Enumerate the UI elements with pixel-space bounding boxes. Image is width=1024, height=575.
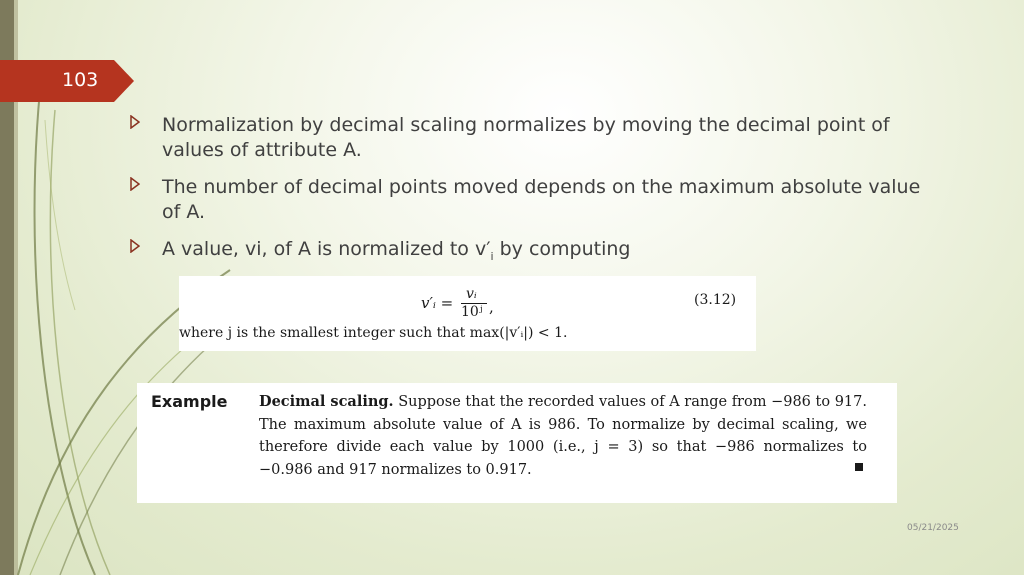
bullet-text-before: A value, vi, of A is normalized to v′ — [162, 238, 491, 260]
formula-numerator: vᵢ — [466, 286, 477, 302]
bullet-arrow-icon — [130, 239, 140, 253]
formula-denominator: 10ʲ — [461, 304, 483, 320]
formula-lhs: v′ᵢ = — [421, 294, 454, 312]
bullet-arrow-icon — [130, 115, 140, 129]
end-of-example-icon — [855, 463, 863, 471]
formula-comma: , — [489, 298, 494, 316]
bullet-list — [130, 113, 930, 281]
bullet-text — [162, 237, 930, 269]
slide-number: 103 — [62, 69, 99, 91]
bullet-arrow-icon — [130, 177, 140, 191]
bullet-item — [130, 113, 930, 163]
bullet-subscript: i — [490, 249, 494, 263]
slide-number-badge — [0, 60, 134, 102]
bullet-text-after: by computing — [493, 238, 631, 260]
example-body — [259, 391, 867, 481]
slide-date: 05/21/2025 — [907, 523, 959, 533]
formula-condition: where j is the smallest integer such that max(|v′ᵢ|) < 1. — [179, 325, 568, 341]
bullet-text: Normalization by decimal scaling normalizes by moving the decimal point of values of attribute A. — [162, 114, 890, 161]
bullet-text: The number of decimal points moved depends on the maximum absolute value of A. — [162, 176, 921, 223]
example-title: Decimal scaling. — [259, 393, 394, 410]
equation-number: (3.12) — [694, 292, 737, 308]
example-text: Suppose that the recorded values of A range from −986 to 917. The maximum absolute value of A is 986. To normalize by decimal scaling, we therefore divide each value by 1000 (i.e., j = 3) so that −986 normalizes to −0.986 and 917 normalizes to 0.917. — [259, 394, 867, 478]
formula-image — [179, 276, 756, 351]
bullet-item — [130, 175, 930, 225]
bullet-item — [130, 237, 930, 269]
example-image — [137, 383, 897, 503]
example-label: Example — [151, 392, 228, 411]
formula-fraction — [421, 286, 531, 320]
